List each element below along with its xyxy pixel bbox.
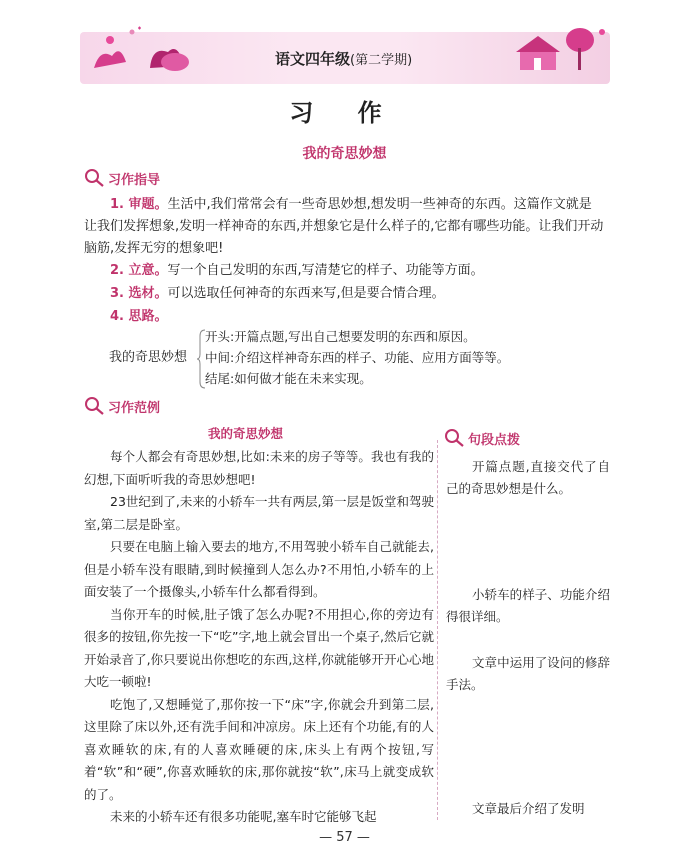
guide-heading: 习作指导 [84,168,160,188]
column-divider [437,440,438,820]
flower-decoration-icon [80,18,210,78]
guide-point-1 [84,194,604,260]
note-item: 文章最后介绍了发明 [472,801,585,816]
essay-body [84,446,434,829]
magnifier-icon [444,428,466,448]
page-title: 习 作 [289,99,400,127]
essay-paragraph: 每个人都会有奇思妙想,比如:未来的房子等等。我也有我的幻想,下面听听我的奇思妙想吧! [84,449,434,487]
note-item: 开篇点题,直接交代了自己的奇思妙想是什么。 [446,459,610,496]
example-heading: 习作范例 [84,396,160,416]
magnifier-icon [84,396,106,416]
magnifier-icon [84,168,106,188]
point-label: 1. 审题。 [110,197,168,212]
essay-paragraph: 吃饱了,又想睡觉了,那你按一下“床”字,你就会升到第二层,这里除了床以外,还有洗手间和冲凉房。床上还有个功能,有的人喜欢睡软的床,有的人喜欢睡硬的床,床头上有两个按钮,写着“软”和“硬”,你喜欢睡软的床,那你就按“软”,床马上就变成软的了。 [84,696,434,802]
page-header [80,18,610,76]
outline-item-opening: 开头:开篇点题,写出自己想要发明的东西和原因。 [205,329,476,344]
essay-paragraph: 当你开车的时候,肚子饿了怎么办呢?不用担心,你的旁边有很多的按钮,你先按一下“吃”字,地上就会冒出一个桌子,然后它就开始录音了,你只要说出你想吃的东西,这样,你就能够开开心心地大吃一顿啦! [84,606,434,689]
outline-item-ending: 结尾:如何做才能在未来实现。 [205,371,372,386]
notes-heading: 句段点拨 [444,428,520,448]
page-number: — 57 — [319,830,370,845]
note-item: 文章中运用了设问的修辞手法。 [446,655,610,692]
point-text: 生活中,我们常常会有一些奇思妙想,想发明一些神奇的东西。这篇作文就是让我们发挥想象,发明一样神奇的东西,并想象它是什么样子的,它都有哪些功能。让我们开动脑筋,发挥无穷的想象吧! [84,197,604,256]
guide-point-4: 4. 思路。 [110,309,168,324]
outline-item-middle: 中间:介绍这样神奇东西的样子、功能、应用方面等等。 [205,350,510,365]
header-title: 语文四年级(第二学期) [275,50,413,68]
essay-paragraph: 未来的小轿车还有很多功能呢,塞车时它能够飞起 [110,809,377,824]
essay-paragraph: 只要在电脑上输入要去的地方,不用驾驶小轿车自己就能去,但是小轿车没有眼睛,到时候撞到人怎么办?不用怕,小轿车的上面安装了一个摄像头,小轿车什么都看得到。 [84,539,434,599]
essay-title: 我的奇思妙想 [208,426,284,441]
outline-topic: 我的奇思妙想 [109,350,188,365]
composition-topic: 我的奇思妙想 [302,146,387,162]
guide-point-3: 3. 选材。可以选取任何神奇的东西来写,但是要合情合理。 [110,286,445,301]
essay-paragraph: 23世纪到了,未来的小轿车一共有两层,第一层是饭堂和驾驶室,第二层是卧室。 [84,494,434,532]
house-decoration-icon [500,18,610,78]
note-item: 小轿车的样子、功能介绍得很详细。 [446,587,610,624]
guide-point-2: 2. 立意。写一个自己发明的东西,写清楚它的样子、功能等方面。 [110,263,484,278]
